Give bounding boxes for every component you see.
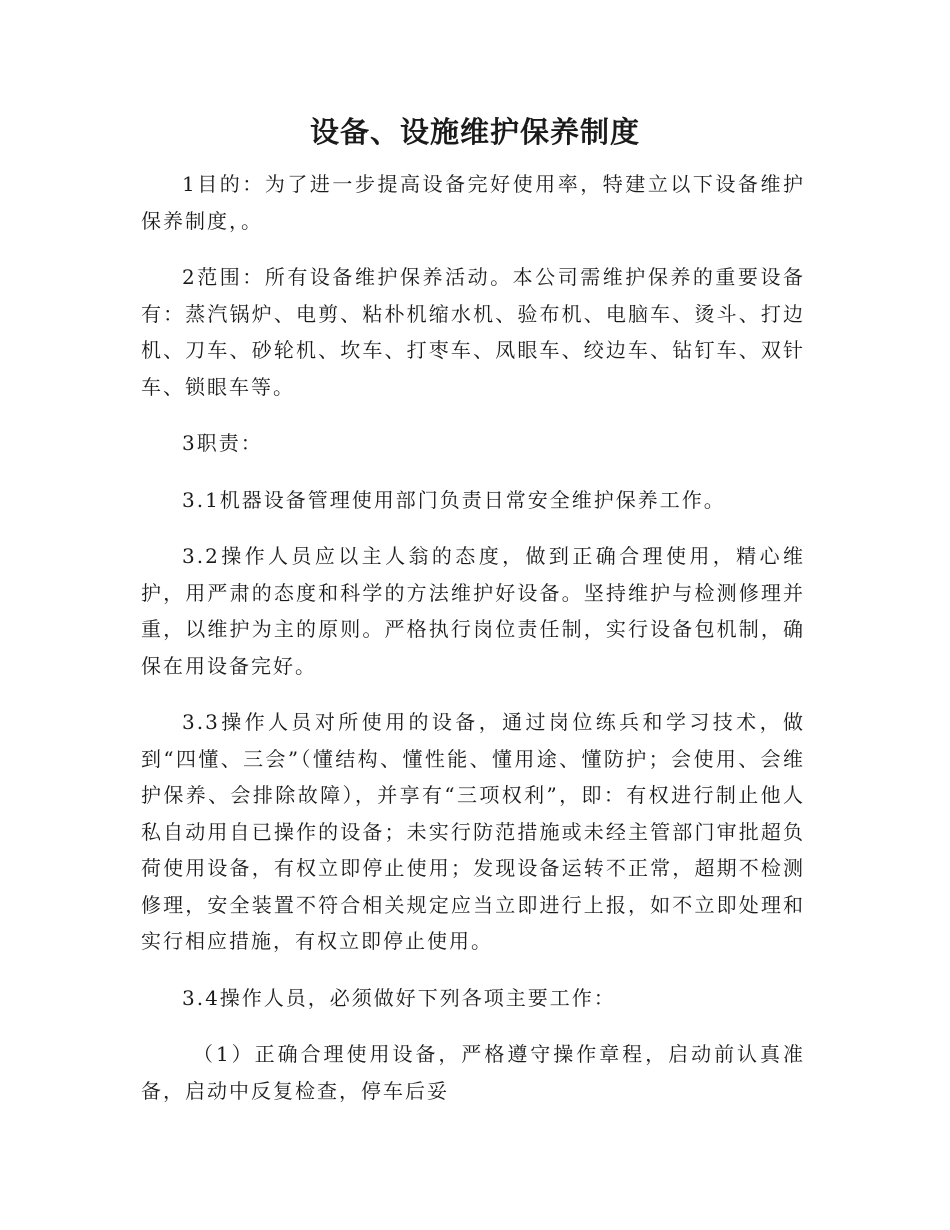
paragraph-duty-3-3: 3.3操作人员对所使用的设备，通过岗位练兵和学习技术，做到“四懂、三会”（懂结构、懂性能、懂用途、懂防护；会使用、会维护保养、会排除故障），并享有“三项权利”，即：有权进行制止他人私自动用自已操作的设备；未实行防范措施或未经主管部门审批超负荷使用设备，有权立即停止使用；发现设备运转不正常，超期不检测修理，安全装置不符合相关规定应当立即进行上报，如不立即处理和实行相应措施，有权立即停止使用。	[141, 710, 805, 953]
paragraph-duty-3-1: 3.1机器设备管理使用部门负责日常安全维护保养工作。	[182, 487, 726, 512]
paragraph-scope: 2范围：所有设备维护保养活动。本公司需维护保养的重要设备有：蒸汽锅炉、电剪、粘朴机缩水机、验布机、电脑车、烫斗、打边机、刀车、砂轮机、坎车、打枣车、凤眼车、绞边车、钻钉车、双针车、锁眼车等。	[141, 265, 805, 399]
paragraph-duty-3-2: 3.2操作人员应以主人翁的态度，做到正确合理使用，精心维护，用严肃的态度和科学的方法维护好设备。坚持维护与检测修理并重，以维护为主的原则。严格执行岗位责任制，实行设备包机制，确保在用设备完好。	[141, 544, 805, 678]
document-title: 设备、设施维护保养制度	[309, 115, 640, 149]
paragraph-duties-heading: 3职责：	[182, 431, 263, 455]
paragraph-item-1: （1）正确合理使用设备，严格遵守操作章程，启动前认真准备，启动中反复检查，停车后妥	[141, 1042, 805, 1103]
paragraph-purpose: 1目的：为了进一步提高设备完好使用率，特建立以下设备维护保养制度，。	[141, 172, 805, 233]
paragraph-duty-3-4: 3.4操作人员，必须做好下列各项主要工作：	[182, 985, 616, 1010]
document-body	[141, 166, 805, 1129]
